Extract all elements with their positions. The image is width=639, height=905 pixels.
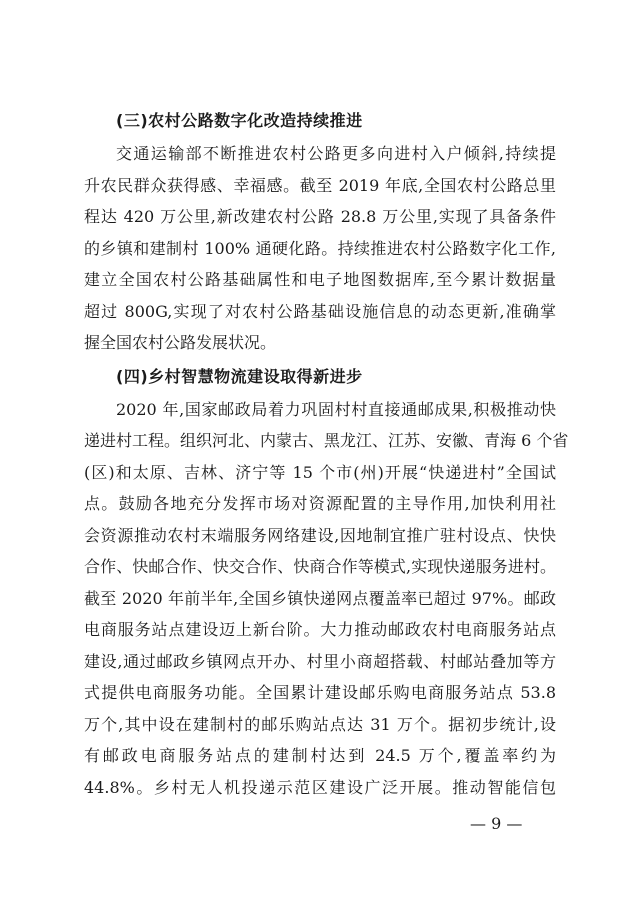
- text-line: 交通运输部不断推进农村公路更多向进村入户倾斜,持续提: [116, 144, 556, 163]
- text-line: 万个,其中设在建制村的邮乐购站点达 31 万个。据初步统计,设: [84, 714, 556, 734]
- text-line: 电商服务站点建设迈上新台阶。大力推动邮政农村电商服务站点: [84, 620, 556, 639]
- text-line: 44.8%。乡村无人机投递示范区建设广泛开展。推动智能信包: [84, 777, 556, 797]
- text-line: 握全国农村公路发展状况。: [84, 333, 277, 352]
- section-heading-rural-roads: (三)农村公路数字化改造持续推进: [116, 111, 363, 130]
- text-line: 截至 2020 年前半年,全国乡镇快递网点覆盖率已超过 97%。邮政: [84, 588, 556, 608]
- page-number: — 9 —: [470, 814, 523, 833]
- text-line: 合作、快邮合作、快交合作、快商合作等模式,实现快递服务进村。: [84, 557, 556, 576]
- paragraph-rural-roads: [84, 138, 556, 359]
- text-line: 升农民群众获得感、幸福感。截至 2019 年底,全国农村公路总里: [84, 175, 556, 195]
- text-line: 会资源推动农村末端服务网络建设,因地制宜推广驻村设点、快快: [84, 525, 556, 545]
- section-heading-smart-logistics: (四)乡村智慧物流建设取得新进步: [116, 366, 363, 386]
- text-line: 点。鼓励各地充分发挥市场对资源配置的主导作用,加快利用社: [84, 494, 556, 513]
- text-line: 建立全国农村公路基础属性和电子地图数据库,至今累计数据量: [84, 270, 556, 289]
- text-line: 递进村工程。组织河北、内蒙古、黑龙江、江苏、安徽、青海 6 个省: [84, 431, 569, 450]
- text-line: 建设,通过邮政乡镇网点开办、村里小商超搭载、村邮站叠加等方: [84, 651, 556, 671]
- text-line: 2020 年,国家邮政局着力巩固村村直接通邮成果,积极推动快: [116, 399, 556, 419]
- text-line: (区)和太原、吉林、济宁等 15 个市(州)开展“快递进村”全国试: [84, 462, 556, 482]
- paragraph-smart-logistics: [84, 394, 569, 804]
- text-line: 有邮政电商服务站点的建制村达到 24.5 万个,覆盖率约为: [84, 746, 556, 765]
- text-line: 的乡镇和建制村 100% 通硬化路。持续推进农村公路数字化工作,: [84, 238, 556, 258]
- text-line: 程达 420 万公里,新改建农村公路 28.8 万公里,实现了具备条件: [84, 207, 556, 226]
- document-page: [84, 103, 569, 803]
- text-line: 式提供电商服务功能。全国累计建设邮乐购电商服务站点 53.8: [84, 683, 556, 702]
- text-line: 超过 800G,实现了对农村公路基础设施信息的动态更新,准确掌: [84, 301, 556, 321]
